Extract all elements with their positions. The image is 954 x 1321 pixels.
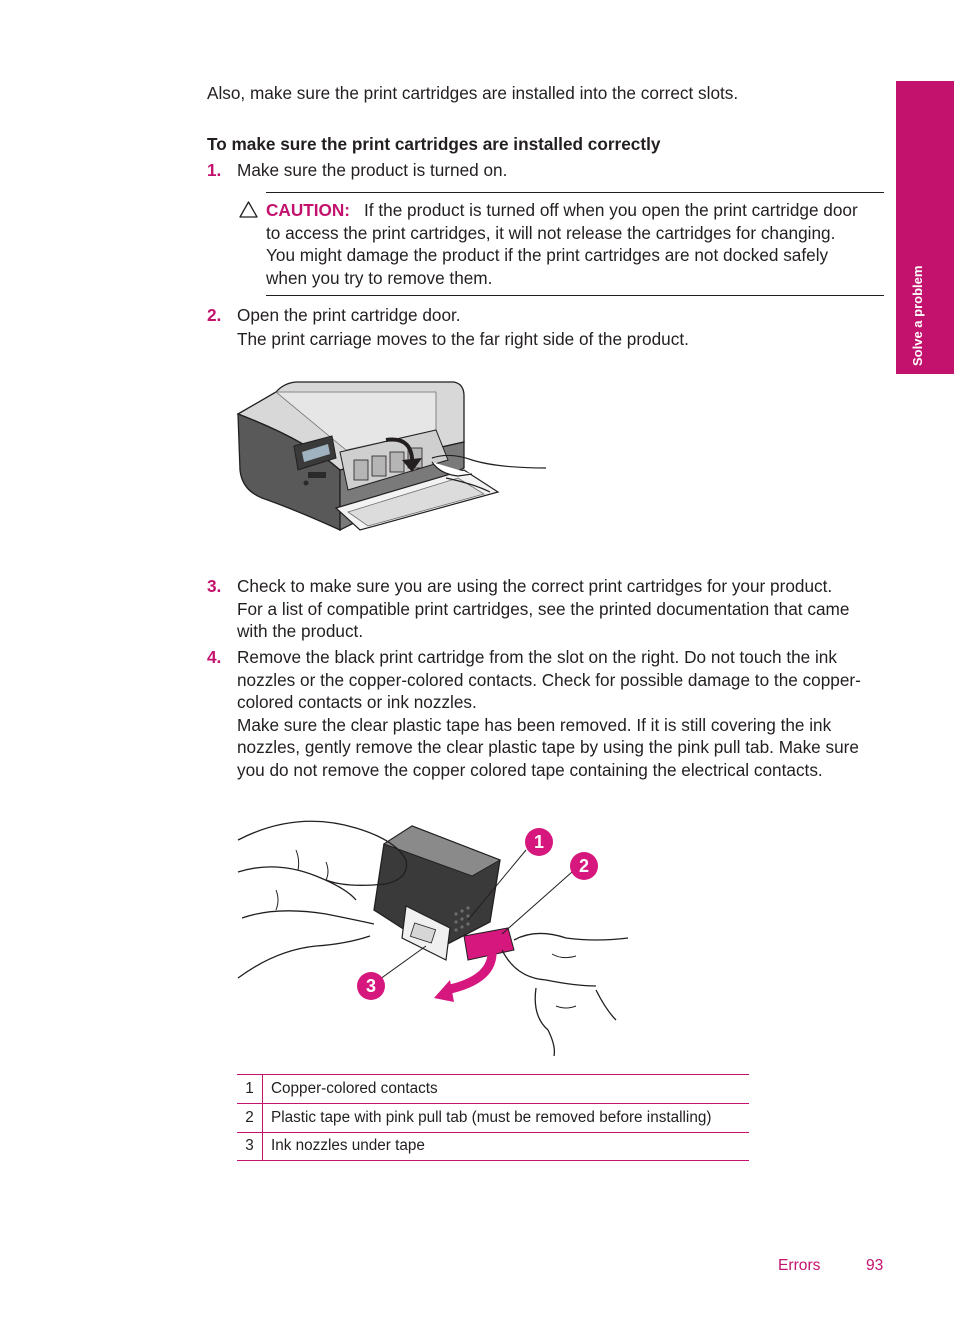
caution-label: CAUTION: [266,200,351,220]
step-3-text [237,575,887,643]
callout-badge: 3 [357,972,385,1000]
table-row [237,1132,749,1161]
callout-badge: 2 [570,852,598,880]
side-tab-label: Solve a problem [910,265,925,366]
caution-top-rule [266,192,884,193]
printer-illustration [236,380,548,540]
caution-text [266,199,888,289]
caution-line: when you try to remove them. [266,267,493,288]
table-row [237,1075,749,1104]
step-2-line: Open the print cartridge door. [237,305,461,325]
footer-page-number: 93 [866,1257,884,1274]
step-4-text [237,646,887,782]
step-3-line: Check to make sure you are using the correct print cartridges for your product. [237,576,833,596]
caution-line: You might damage the product if the print cartridges are not docked safely [266,245,829,265]
callout-badge: 1 [525,828,553,856]
caution-line: If the product is turned off when you open the print cartridge door [364,200,858,220]
step-2-text [237,304,887,351]
table-cell-number: 2 [237,1103,263,1132]
step-4-line: nozzles, gently remove the clear plastic tape by using the pink pull tab. Make sure [237,737,859,758]
table-cell-number: 3 [237,1132,263,1161]
step-4-line: colored contacts or ink nozzles. [237,692,477,713]
step-1-number: 1. [207,160,222,180]
step-1-line: Make sure the product is turned on. [237,160,508,180]
table-row [237,1103,749,1132]
step-3-line: with the product. [237,621,364,642]
step-3-number: 3. [207,576,222,596]
caution-triangle-icon [239,201,258,218]
step-4-line: Remove the black print cartridge from the slot on the right. Do not touch the ink [237,647,837,667]
intro-text: Also, make sure the print cartridges are installed into the correct slots. [207,83,739,103]
step-1-text [237,159,887,182]
step-3-line: For a list of compatible print cartridges, see the printed documentation that came [237,598,850,619]
table-cell-description: Ink nozzles under tape [263,1132,750,1161]
table-cell-description: Plastic tape with pink pull tab (must be removed before installing) [263,1103,750,1132]
step-4-line: Make sure the clear plastic tape has been removed. If it is still covering the ink [237,714,832,735]
cartridge-illustration [236,810,636,1060]
step-4-line: you do not remove the copper colored tape containing the electrical contacts. [237,759,823,780]
step-2-line: The print carriage moves to the far right side of the product. [237,329,689,350]
footer-section: Errors [778,1257,821,1274]
step-4-number: 4. [207,647,222,667]
table-cell-number: 1 [237,1075,263,1104]
parts-table [237,1074,749,1161]
section-heading: To make sure the print cartridges are installed correctly [207,134,661,154]
step-2-number: 2. [207,305,222,325]
step-4-line: nozzles or the copper-colored contacts. Check for possible damage to the copper- [237,669,861,690]
table-cell-description: Copper-colored contacts [263,1075,750,1104]
caution-bottom-rule [266,295,884,296]
caution-line: to access the print cartridges, it will not release the cartridges for changing. [266,222,836,243]
